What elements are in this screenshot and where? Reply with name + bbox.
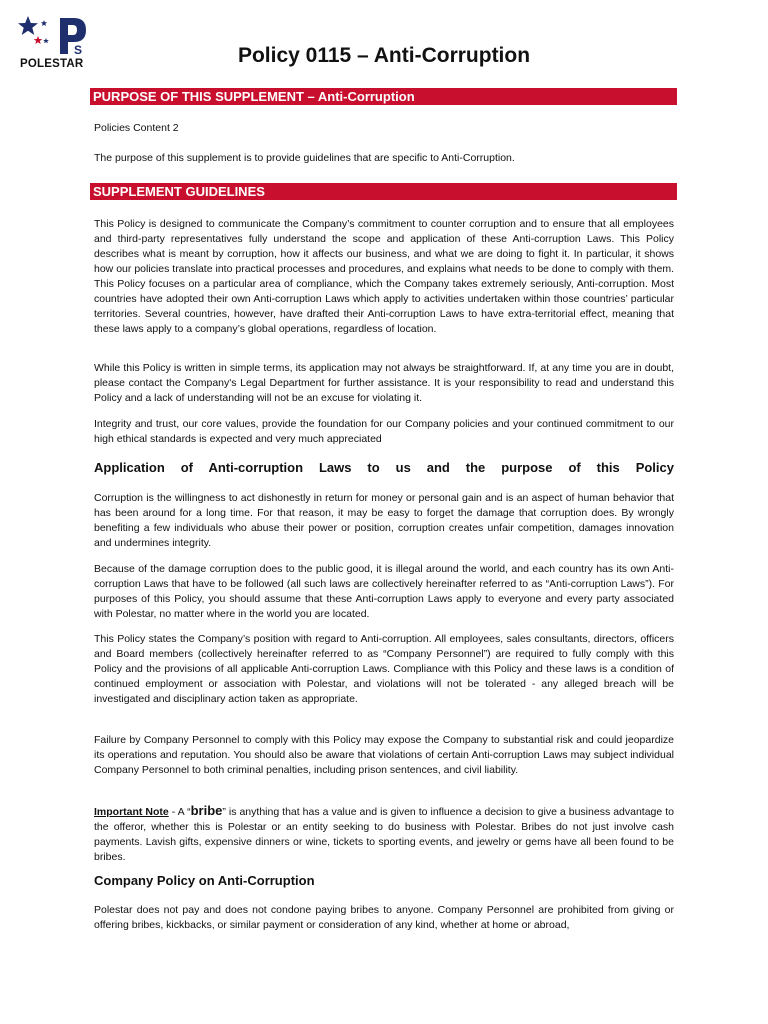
guidelines-paragraph-1: This Policy is designed to communicate the Company’s commitment to counter corruption and to ensure that all employees and third-party representatives fully understand the scope and application of these Anti-corruption Laws. This Policy describes what is meant by corruption, how it affects our business, and what we are doing to fight it. In particular, it shows how our policies translate into practical processes and procedures, and explains what needs to be done to comply with them. This Policy focuses on a particular area of compliance, which the Company takes extremely seriously, Anti-corruption. Most countries have adopted their own Anti-corruption Laws which apply to activities undertaken within those countries’ particular territories. Several countries, however, have drafted their Anti-corruption Laws to have extra-territorial effect, meaning that these laws apply to a company’s global operations, regardless of location. bbox=[94, 218, 674, 335]
note-bribe-term: bribe bbox=[190, 803, 223, 818]
application-paragraph-4: Failure by Company Personnel to comply with this Policy may expose the Company to substantial risk and could jeopardize its operations and reputation. You should also be aware that violations of certain Anti-corruption Laws may subject individual Company Personnel to both criminal penalties, including prison sentences, and civil liability. bbox=[94, 734, 674, 776]
application-heading: Application of Anti-corruption Laws to us and the purpose of this Policy bbox=[94, 460, 674, 475]
company-policy-paragraph-1: Polestar does not pay and does not condone paying bribes to anyone. Company Personnel are prohibited from giving or offering bribes, kickbacks, or similar payment or consideration of any kind, whether at home or abroad, bbox=[94, 904, 674, 931]
logo-star-icon bbox=[18, 16, 38, 35]
policies-content-label: Policies Content 2 bbox=[94, 122, 179, 134]
guidelines-paragraph-2: While this Policy is written in simple terms, its application may not always be straightforward. If, at any time you are in doubt, please contact the Company's Legal Department for further assistance. It is your responsibility to read and understand this Policy and a lack of understanding will not be an excuse for violating it. bbox=[94, 362, 674, 404]
application-paragraph-2: Because of the damage corruption does to the public good, it is illegal around the world, and each country has its own Anti-corruption Laws that have to be followed (all such laws are collectively hereinafter referred to as “Anti-corruption Laws”). For purposes of this Policy, you should assume that these Anti-corruption Laws apply to everyone and every party associated with Polestar, no matter where in the world you are located. bbox=[94, 563, 674, 620]
important-note-label: Important Note bbox=[94, 806, 169, 818]
purpose-banner: PURPOSE OF THIS SUPPLEMENT – Anti-Corruption bbox=[90, 88, 677, 105]
purpose-text: The purpose of this supplement is to provide guidelines that are specific to Anti-Corruption. bbox=[94, 152, 515, 164]
logo-text: POLESTAR bbox=[20, 58, 84, 70]
company-policy-heading: Company Policy on Anti-Corruption bbox=[94, 873, 315, 888]
important-note bbox=[94, 803, 674, 865]
page-title: Policy 0115 – Anti-Corruption bbox=[237, 44, 531, 67]
note-prefix: - A “ bbox=[168, 806, 191, 818]
guidelines-banner: SUPPLEMENT GUIDELINES bbox=[90, 183, 677, 200]
note-text: ” is anything that has a value and is given to influence a decision to give a business advantage to the offeror, whether this is Polestar or an entity seeking to do business with Polestar. Bribes do not just involve cash payments. Lavish gifts, expensive dinners or wine, tickets to sporting events, and jewelry or gems have all been found to be bribes. bbox=[94, 806, 674, 863]
svg-text:S: S bbox=[74, 43, 83, 57]
guidelines-paragraph-3: Integrity and trust, our core values, provide the foundation for our Company policies and your continued commitment to our high ethical standards is expected and very much appreciated bbox=[94, 418, 674, 445]
application-paragraph-1: Corruption is the willingness to act dishonestly in return for money or personal gain and is an aspect of human behavior that has been around for a long time. For that reason, it may be easy to forget the damage that corruption does. By wrongly benefiting a few individuals who abuse their power or position, corruption creates unfair competition, damages innovation and undermines integrity. bbox=[94, 492, 674, 549]
application-paragraph-3: This Policy states the Company’s position with regard to Anti-corruption. All employees, sales consultants, directors, officers and Board members (collectively hereinafter referred to as “Company Personnel”) are required to fully comply with this Policy and the provisions of all applicable Anti-corruption Laws. Compliance with this Policy and these laws is a condition of continued employment or association with Polestar, and violations will not be tolerated - any alleged breach will be investigated and disciplinary action taken as appropriate. bbox=[94, 633, 674, 705]
